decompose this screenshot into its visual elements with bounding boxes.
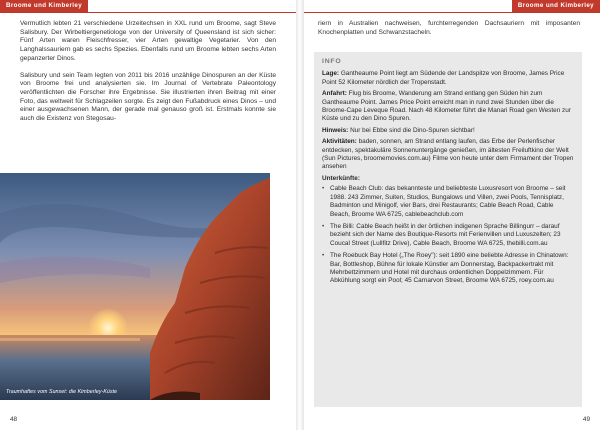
info-entry-text: Gantheaume Point liegt am Südende der Landspitze von Broome, James Price Point 52 Kilometer nördlich der Tropenstadt. bbox=[322, 70, 565, 86]
page-number-right: 49 bbox=[582, 416, 590, 423]
info-entry-label: Anfahrt: bbox=[322, 90, 347, 98]
page-number-left: 48 bbox=[10, 416, 18, 423]
running-head-right: Broome und Kimberley bbox=[512, 0, 600, 12]
book-gutter bbox=[296, 0, 304, 430]
info-entry-label: Hinweis: bbox=[322, 126, 349, 134]
left-body-text bbox=[20, 20, 276, 132]
running-head-left: Broome und Kimberley bbox=[0, 0, 88, 12]
left-page bbox=[0, 0, 296, 430]
lodging-item: • The Roebuck Bay Hotel („The Roey"): seit 1890 eine beliebte Adresse in Chinatown: Bar, Bottleshop, Bühne für lokale Künstler am Donnerstag, Backpackertrakt mit Mehrbettzimmern und Hotel mit durchaus ordentlichen Doppelzimmern. Für Abkühlung sorgt ein Pool; 45 Carnarvon Street, Broome WA 6725, roey.com.au bbox=[322, 252, 574, 286]
info-entry-text: Nur bei Ebbe sind die Dino-Spuren sichtbar! bbox=[350, 126, 475, 134]
paragraph-1: Vermutlich lebten 21 verschiedene Urzeitechsen in XXL rund um Broome, sagt Steve Salisbury. Der Wirbeltiergenetiologe von der University of Queensland ist sich sicher: Fünf Arten waren Fleischfresser, vier Arten gewaltige Vegetarier. Von den Langhalssauriern gab es sechs Spezies. Ebenfalls rund um Broome lebten sechs Arten gepanzerter Dinos. bbox=[20, 20, 276, 62]
coastline-sunset-photo bbox=[0, 173, 270, 400]
info-entry-text: Flug bis Broome, Wanderung am Strand entlang gen Süden hin zum Gantheaume Point. James Price Point erreicht man in rund zwei Stunden über die Broome-Cape Leveque Road. Nach 48 Kilometer führt die Manari Road gen Westen zur Küste und zu den Dino Spuren. bbox=[322, 90, 571, 123]
header-rule-right bbox=[304, 12, 600, 13]
info-entry-lage bbox=[322, 70, 574, 87]
lodging-list bbox=[322, 185, 574, 285]
info-entry-label: Aktivitäten: bbox=[322, 138, 357, 146]
info-entry-hinweis bbox=[322, 127, 574, 135]
lodging-item: • The Billi: Cable Beach heißt in der örtlichen indigenen Sprache Billingurr – darauf bezieht sich der Name des Boutique-Resorts mit Ferienvillen und Luxuszelten; 23 Coucal Street (Lullfitz Drive), Cable Beach, Broome WA 6725, thebilli.com.au bbox=[322, 223, 574, 248]
right-page bbox=[304, 0, 600, 430]
right-intro-text: riern in Australien nachweisen, furchterregenden Dachsauriern mit imposanten Knochenplatten und Schwanzstacheln. bbox=[318, 20, 580, 36]
info-entry-aktivitaeten bbox=[322, 138, 574, 172]
paragraph-2: Salisbury und sein Team legten von 2011 bis 2016 unzählige Dinospuren an der Küste von Broome frei und analysierten sie. Im Journal of Vertebrate Paleontology veröffentlichten die Forscher ihre Ergebnisse. Sie illustrierten ihren Beitrag mit einer Foto, das weltweit für Schlagzeilen sorgte. Es zeigt den Fußabdruck eines Dinos – und einer ausgewachsenen Mann, der gerade mal genauso groß ist. Erstmals konnte sie auch die Existenz von Stegosau- bbox=[20, 71, 276, 123]
header-rule-left bbox=[0, 12, 296, 13]
unterkuenfte-heading: Unterkünfte: bbox=[322, 174, 360, 182]
info-entry-anfahrt bbox=[322, 90, 574, 124]
lodging-item: • Cable Beach Club: das bekannteste und beliebteste Luxusresort von Broome – seit 1988. 243 Zimmer, Suiten, Studios, Bungalows und Villen, zwei Pools, Tennisplatz, Badminton und Minigolf, vier Bars, drei Restaurants; Cable Beach Road, Cable Beach, Broome WA 6725, cablebeachclub.com bbox=[322, 185, 574, 219]
photo-caption: Traumhaftes vom Sunset: die Kimberley-Küste bbox=[6, 389, 118, 395]
info-entry-text: baden, sonnen, am Strand entlang laufen, das Erbe der Perlenfischer entdecken, spektakuläre Sonnenuntergänge genießen, im ältesten Freiluftkino der Welt (Sun Pictures, broomemovies.com.au) Filme von heute unter dem Firmament der Tropen ansehen bbox=[322, 138, 574, 171]
info-entry-label: Lage: bbox=[322, 70, 340, 78]
info-box-title: INFO bbox=[322, 58, 342, 65]
info-box bbox=[314, 52, 582, 407]
